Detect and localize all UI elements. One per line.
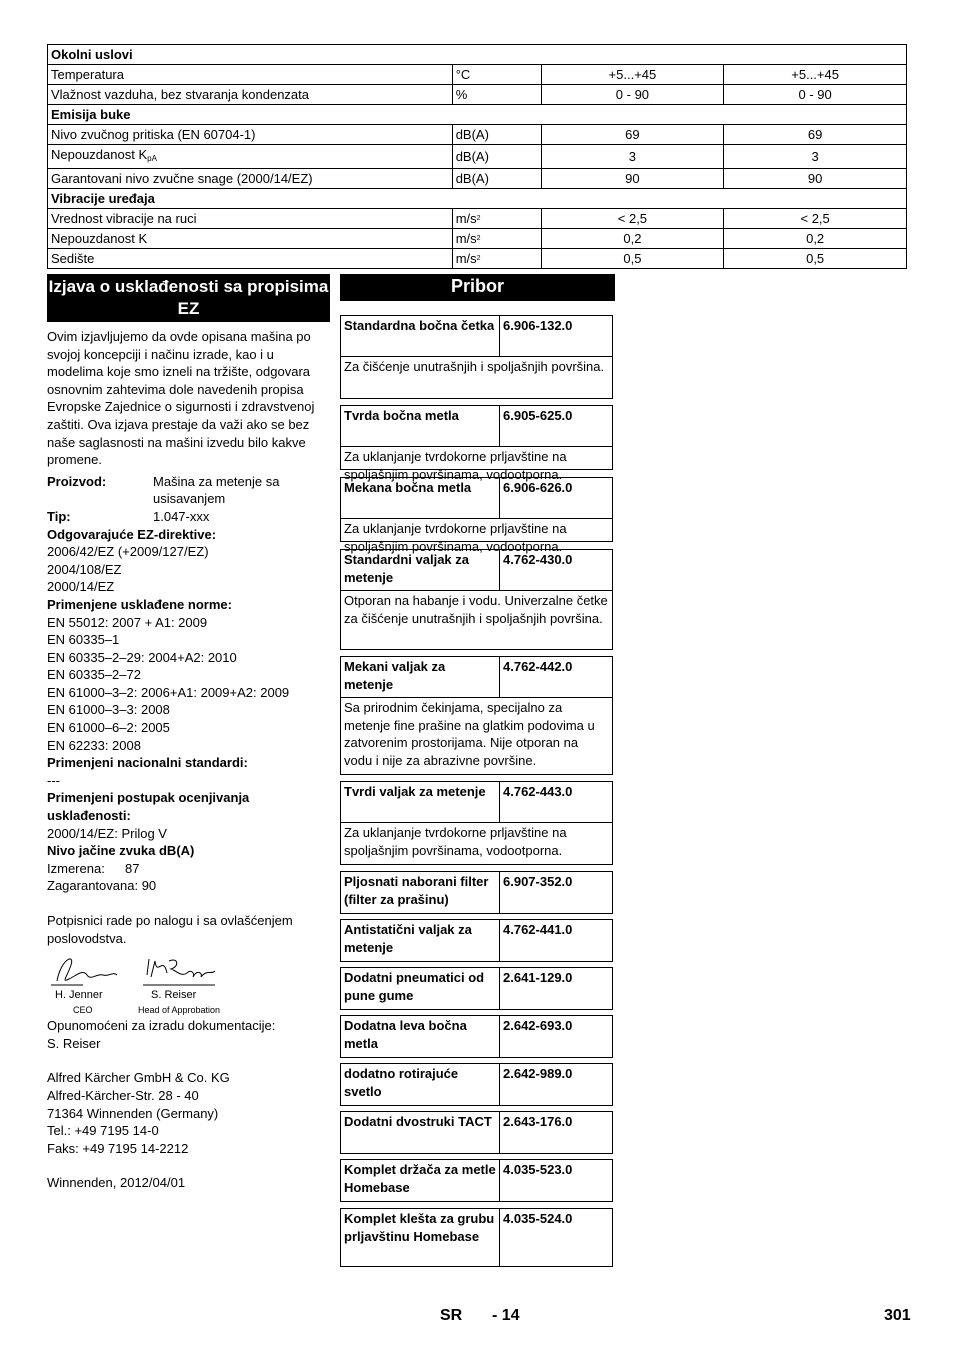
procedure-value: 2000/14/EZ: Prilog V (47, 825, 167, 841)
spec-unit-text: % (455, 87, 468, 102)
spec-unit-superscript: 2 (476, 255, 481, 262)
list-line: 2000/14/EZ (47, 579, 115, 595)
accessory-name: Mekana bočna metla (341, 478, 500, 518)
accessory-header-row (341, 920, 612, 961)
spec-label-text: Sedište (51, 251, 95, 266)
accessory-item (340, 405, 613, 482)
spec-value-2: 0,5 (724, 249, 907, 269)
accessory-part-number: 2.641-129.0 (503, 970, 573, 985)
spec-value-2: < 2,5 (724, 209, 907, 229)
accessory-header-row (341, 1209, 612, 1266)
spec-unit (452, 125, 541, 145)
accessory-part-number: 2.642-693.0 (503, 1018, 573, 1033)
accessory-name: Standardna bočna četka (341, 316, 500, 356)
spec-row (48, 209, 907, 229)
spec-label (48, 169, 453, 189)
accessory-item (340, 919, 613, 962)
accessory-part-number: 4.035-523.0 (503, 1162, 573, 1177)
spec-label (48, 249, 453, 269)
list-line: EN 55012: 2007 + A1: 2009 (47, 614, 208, 630)
spec-row (48, 229, 907, 249)
directives-label: Odgovarajuće EZ-direktive: (47, 526, 217, 542)
spec-label-subscript: pA (147, 154, 157, 163)
list-line: EN 61000–3–3: 2008 (47, 702, 170, 718)
declaration-heading: Izjava o usklađenosti sa propisima EZ (47, 274, 330, 322)
accessory-part-number: 4.762-443.0 (503, 784, 573, 799)
accessory-header-row (341, 782, 612, 822)
measured-label: Izmerena: (47, 860, 105, 876)
spec-unit (452, 229, 541, 249)
spec-section-title: Okolni uslovi (48, 45, 907, 65)
type-label: Tip: (47, 508, 71, 524)
list-line: Faks: +49 7195 14-2212 (47, 1140, 189, 1156)
procedure-label: Primenjeni postupak ocenjivanja usklađenosti: (47, 790, 250, 824)
accessory-header-row (341, 1112, 612, 1153)
norms-list (47, 614, 327, 755)
spec-label (48, 65, 453, 85)
accessory-name: Tvrda bočna metla (341, 406, 500, 446)
accessory-name: Mekani valjak za metenje (341, 657, 500, 697)
list-line: Alfred-Kärcher-Str. 28 - 40 (47, 1087, 199, 1103)
spec-value-1: +5...+45 (541, 65, 724, 85)
accessory-part-number: 4.762-441.0 (503, 922, 573, 937)
spec-label-text: Vrednost vibracije na ruci (51, 211, 197, 226)
spec-unit-text: m/s (455, 231, 477, 246)
spec-row (48, 169, 907, 189)
signature-graphic (47, 951, 227, 991)
measured-value: 87 (125, 860, 140, 876)
spacer (47, 1157, 327, 1174)
spec-label (48, 209, 453, 229)
accessory-item (340, 1159, 613, 1202)
accessory-part-number: 6.905-625.0 (503, 408, 573, 423)
accessory-name: dodatno rotirajuće svetlo (341, 1064, 500, 1105)
spec-value-2: 3 (724, 145, 907, 169)
spec-table-body (48, 45, 907, 269)
accessory-name: Pljosnati naborani filter (filter za prašinu) (341, 872, 500, 913)
spec-value-2: 69 (724, 125, 907, 145)
spec-label-text: Nepouzdanost K (51, 147, 148, 162)
accessory-header-row (341, 657, 612, 697)
type-value: 1.047-xxx (153, 508, 210, 524)
spec-unit (452, 145, 541, 169)
spec-value-2: 0 - 90 (724, 85, 907, 105)
accessories-heading: Pribor (340, 274, 615, 301)
spec-label-text: Vlažnost vazduha, bez stvaranja kondenzata (51, 87, 310, 102)
spec-unit-superscript: 2 (476, 215, 481, 222)
accessory-name: Dodatni dvostruki TACT (341, 1112, 500, 1153)
spec-unit-text: °C (455, 67, 471, 82)
product-line (47, 473, 327, 508)
list-line: EN 60335–2–72 (47, 667, 141, 683)
spec-section-row (48, 105, 907, 125)
list-line: EN 61000–3–2: 2006+A1: 2009+A2: 2009 (47, 684, 290, 700)
directives-list (47, 543, 327, 596)
norms-label: Primenjene usklađene norme: (47, 596, 232, 612)
spec-label-text: Nepouzdanost K (51, 231, 148, 246)
address-block (47, 1069, 327, 1157)
declaration-section (47, 328, 327, 1192)
spec-value-1: 3 (541, 145, 724, 169)
spec-unit-text: dB(A) (455, 127, 489, 142)
spec-label (48, 125, 453, 145)
accessory-part-number: 2.642-989.0 (503, 1066, 573, 1081)
accessory-header-row (341, 1160, 612, 1201)
accessory-header-row (341, 406, 612, 446)
accessory-item (340, 1015, 613, 1058)
accessory-item (340, 871, 613, 914)
accessory-item (340, 477, 613, 554)
spec-value-1: 0,5 (541, 249, 724, 269)
doc-auth-label: Opunomoćeni za izradu dokumentacije: (47, 1018, 276, 1034)
spec-row (48, 125, 907, 145)
spec-row (48, 65, 907, 85)
doc-auth-name: S. Reiser (47, 1035, 101, 1051)
footer-page-number: 301 (884, 1307, 911, 1324)
accessory-header-row (341, 1064, 612, 1105)
spec-value-1: 0 - 90 (541, 85, 724, 105)
signature-block (47, 951, 327, 1016)
accessory-name: Standardni valjak za metenje (341, 550, 500, 590)
spec-unit-text: m/s (455, 211, 477, 226)
accessory-part-number: 4.035-524.0 (503, 1211, 573, 1226)
signer1-role: CEO (73, 1005, 93, 1016)
accessory-name: Komplet klešta za grubu prljavštinu Homebase (341, 1209, 500, 1266)
type-line (47, 508, 327, 526)
accessory-name: Tvrdi valjak za metenje (341, 782, 500, 822)
accessory-part-number: 6.907-352.0 (503, 874, 573, 889)
signatory-text: Potpisnici rade po nalogu i sa ovlašćenjem poslovodstva. (47, 913, 293, 946)
accessory-item (340, 315, 613, 399)
accessory-item (340, 1063, 613, 1106)
spec-value-2: 0,2 (724, 229, 907, 249)
accessory-name: Dodatni pneumatici od pune gume (341, 968, 500, 1009)
spec-unit-text: dB(A) (455, 171, 489, 186)
list-line: 71364 Winnenden (Germany) (47, 1105, 219, 1121)
declaration-intro: Ovim izjavljujemo da ovde opisana mašina po svojoj koncepciji i načinu izrade, kao i u modelima koje smo izneli na tržište, odgovara osnovnim zahtevima dole navedenih propisa Evropske Zajednice o sigurnosti i zdravstvenoj zaštiti. Ova izjava prestaje da važi ako se bez naše saglasnosti na mašini izvedu bilo kakve promene. (47, 329, 315, 468)
list-line: 2006/42/EZ (+2009/127/EZ) (47, 544, 209, 560)
accessory-description: Sa prirodnim čekinjama, specijalno za metenje fine prašine na glatkim podovima u zatvorenim prostorijama. Nije otporan na vodu i nije za abrazivne površine. (341, 697, 612, 771)
spec-label-text: Temperatura (51, 67, 124, 82)
accessory-header-row (341, 968, 612, 1009)
product-value: Mašina za metenje sa usisavanjem (153, 473, 280, 507)
list-line: EN 60335–2–29: 2004+A2: 2010 (47, 649, 237, 665)
spec-unit (452, 249, 541, 269)
footer-local-page: - 14 (492, 1307, 520, 1324)
accessory-item (340, 549, 613, 650)
guaranteed-label: Zagarantovana: (47, 878, 139, 894)
spec-unit (452, 209, 541, 229)
accessory-name: Dodatna leva bočna metla (341, 1016, 500, 1057)
spec-value-1: 90 (541, 169, 724, 189)
accessory-name: Antistatični valjak za metenje (341, 920, 500, 961)
list-line: EN 61000–6–2: 2005 (47, 720, 170, 736)
accessory-part-number: 4.762-442.0 (503, 659, 573, 674)
accessory-part-number: 6.906-626.0 (503, 480, 573, 495)
spec-unit-text: m/s (455, 251, 477, 266)
accessory-item (340, 967, 613, 1010)
accessory-part-number: 2.643-176.0 (503, 1114, 573, 1129)
spacer (47, 895, 327, 912)
accessory-header-row (341, 872, 612, 913)
list-line: EN 60335–1 (47, 632, 120, 648)
accessory-part-number: 6.906-132.0 (503, 318, 573, 333)
accessory-item (340, 1111, 613, 1154)
spec-section-title: Vibracije uređaja (48, 189, 907, 209)
list-line: Alfred Kärcher GmbH & Co. KG (47, 1070, 230, 1086)
guaranteed-line (47, 877, 327, 895)
accessory-part-number: 4.762-430.0 (503, 552, 573, 567)
spec-label (48, 145, 453, 169)
spec-value-1: 0,2 (541, 229, 724, 249)
spec-unit (452, 85, 541, 105)
spec-row (48, 145, 907, 169)
guaranteed-value: 90 (141, 878, 157, 894)
spec-value-2: 90 (724, 169, 907, 189)
spec-section-row (48, 45, 907, 65)
accessory-header-row (341, 316, 612, 356)
national-label: Primenjeni nacionalni standardi: (47, 755, 248, 771)
accessory-description: Za čišćenje unutrašnjih i spoljašnjih površina. (341, 356, 612, 378)
signer1-name: H. Jenner (55, 989, 103, 1002)
signer2-name: S. Reiser (151, 989, 197, 1002)
place-date: Winnenden, 2012/04/01 (47, 1175, 186, 1191)
sound-label: Nivo jačine zvuka dB(A) (47, 843, 195, 859)
measured-line (47, 860, 327, 878)
spec-section-row (48, 189, 907, 209)
accessory-description: Otporan na habanje i vodu. Univerzalne četke za čišćenje unutrašnjih i spoljašnjih površina. (341, 590, 612, 629)
accessory-item (340, 656, 613, 775)
spacer (47, 1052, 327, 1069)
accessory-item (340, 781, 613, 865)
spec-unit (452, 65, 541, 85)
accessory-description: Za uklanjanje tvrdokorne prljavštine na spoljašnjim površinama, vodootporna. (341, 518, 612, 557)
spec-table (47, 44, 907, 269)
spec-unit-superscript: 2 (476, 235, 481, 242)
spec-row (48, 85, 907, 105)
spec-label (48, 229, 453, 249)
spec-label (48, 85, 453, 105)
accessory-name: Komplet držača za metle Homebase (341, 1160, 500, 1201)
footer-language: SR (440, 1307, 463, 1324)
national-value: --- (47, 772, 60, 788)
signer2-role: Head of Approbation (138, 1005, 221, 1016)
accessory-item (340, 1208, 613, 1267)
list-line: Tel.: +49 7195 14-0 (47, 1123, 159, 1139)
list-line: EN 62233: 2008 (47, 737, 141, 753)
accessory-description: Za uklanjanje tvrdokorne prljavštine na spoljašnjim površinama, vodootporna. (341, 822, 612, 861)
list-line: 2004/108/EZ (47, 561, 122, 577)
accessory-header-row (341, 1016, 612, 1057)
spec-unit-text: dB(A) (455, 149, 489, 164)
spec-label-text: Nivo zvučnog pritiska (EN 60704-1) (51, 127, 256, 142)
spec-unit (452, 169, 541, 189)
accessory-header-row (341, 478, 612, 518)
spec-value-2: +5...+45 (724, 65, 907, 85)
accessory-header-row (341, 550, 612, 590)
spec-section-title: Emisija buke (48, 105, 907, 125)
spec-row (48, 249, 907, 269)
spec-value-1: 69 (541, 125, 724, 145)
spec-value-1: < 2,5 (541, 209, 724, 229)
spec-label-text: Garantovani nivo zvučne snage (2000/14/EZ) (51, 171, 313, 186)
product-label: Proizvod: (47, 473, 107, 489)
accessory-description: Za uklanjanje tvrdokorne prljavštine na spoljašnjim površinama, vodootporna. (341, 446, 612, 485)
